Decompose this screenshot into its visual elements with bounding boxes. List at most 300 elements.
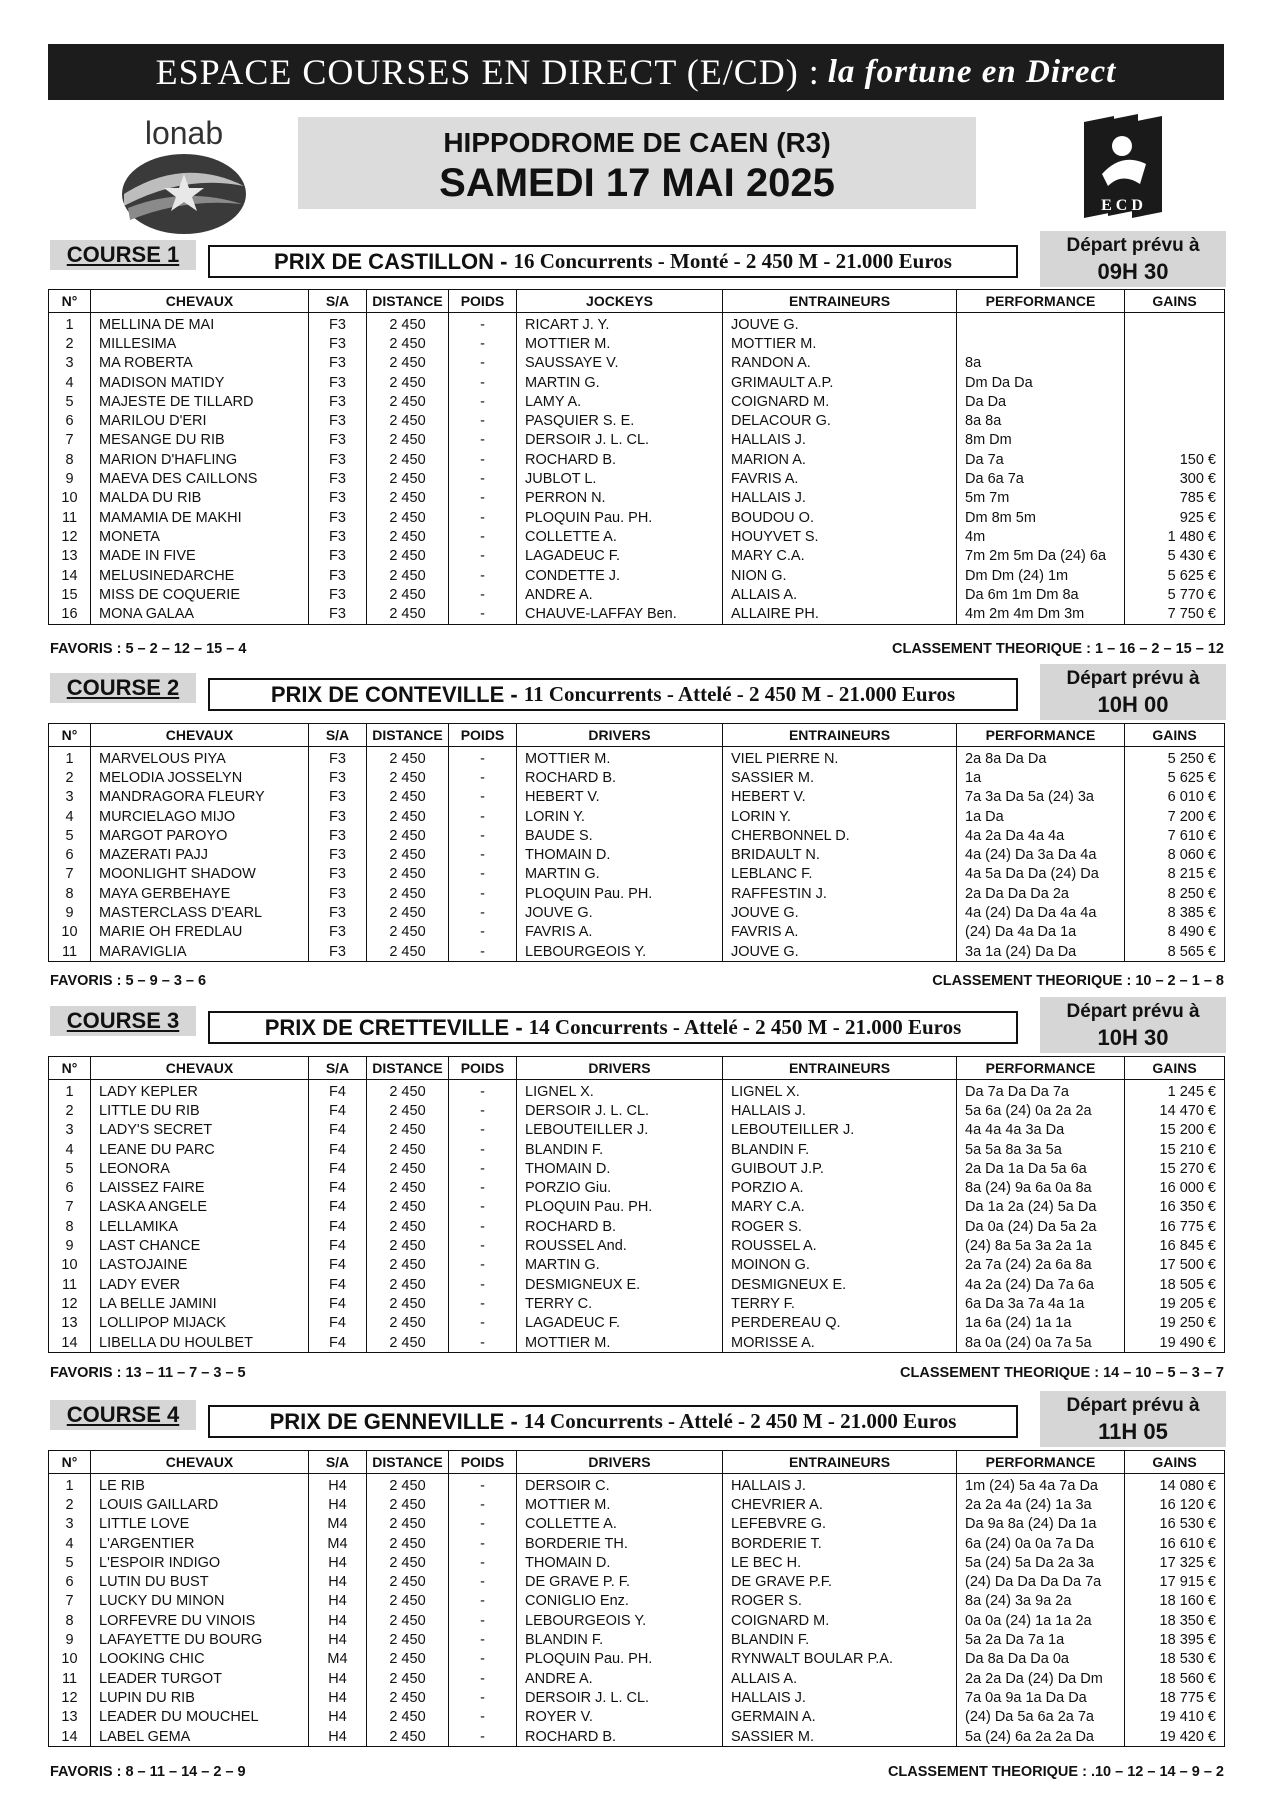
cell-horse: LADY KEPLER [91, 1080, 309, 1102]
cell-distance: 2 450 [367, 1178, 449, 1197]
cell-distance: 2 450 [367, 747, 449, 769]
banner-tagline: la fortune en Direct [827, 53, 1117, 90]
cell-sa: F3 [309, 768, 367, 787]
cell-horse: MADISON MATIDY [91, 373, 309, 392]
classement-theorique: CLASSEMENT THEORIQUE : 10 – 2 – 1 – 8 [932, 973, 1224, 989]
table-row [49, 942, 1225, 962]
cell-poids: - [449, 845, 517, 864]
cell-gains: 5 250 € [1125, 747, 1225, 769]
cell-trainer: MARY C.A. [723, 547, 957, 566]
cell-horse: LITTLE LOVE [91, 1515, 309, 1534]
cell-rider: COLLETTE A. [517, 1515, 723, 1534]
cell-horse: LEANE DU PARC [91, 1140, 309, 1159]
cell-trainer: ALLAIS A. [723, 585, 957, 604]
cell-poids: - [449, 1121, 517, 1140]
cell-horse: MADE IN FIVE [91, 547, 309, 566]
cell-sa: F4 [309, 1275, 367, 1294]
col-rider: DRIVERS [517, 1057, 723, 1080]
cell-horse: MA ROBERTA [91, 354, 309, 373]
table-row [49, 1534, 1225, 1553]
cell-horse: MARILOU D'ERI [91, 411, 309, 430]
cell-sa: F3 [309, 354, 367, 373]
col-rider: JOCKEYS [517, 290, 723, 313]
cell-gains: 5 625 € [1125, 566, 1225, 585]
favoris: FAVORIS : 5 – 2 – 12 – 15 – 4 [50, 641, 247, 657]
table-row [49, 313, 1225, 335]
col-gains: GAINS [1125, 724, 1225, 747]
table-row [49, 1630, 1225, 1649]
cell-gains: 8 060 € [1125, 845, 1225, 864]
table-row [49, 450, 1225, 469]
cell-trainer: ALLAIS A. [723, 1669, 957, 1688]
cell-num: 3 [49, 1515, 91, 1534]
cell-performance: Da Da [957, 392, 1125, 411]
cell-horse: LAISSEZ FAIRE [91, 1178, 309, 1197]
cell-performance: 4a 5a Da Da (24) Da [957, 865, 1125, 884]
cell-rider: PLOQUIN Pau. PH. [517, 884, 723, 903]
table-row [49, 1592, 1225, 1611]
cell-poids: - [449, 1592, 517, 1611]
table-row [49, 489, 1225, 508]
cell-poids: - [449, 411, 517, 430]
cell-distance: 2 450 [367, 1294, 449, 1313]
cell-gains [1125, 431, 1225, 450]
table-row [49, 392, 1225, 411]
table-row [49, 469, 1225, 488]
cell-sa: F4 [309, 1236, 367, 1255]
cell-num: 4 [49, 1140, 91, 1159]
cell-poids: - [449, 1294, 517, 1313]
cell-poids: - [449, 1333, 517, 1353]
cell-performance: 7a 0a 9a 1a Da Da [957, 1688, 1125, 1707]
cell-sa: H4 [309, 1474, 367, 1496]
cell-poids: - [449, 1611, 517, 1630]
cell-sa: F3 [309, 884, 367, 903]
cell-num: 11 [49, 508, 91, 527]
table-row [49, 1553, 1225, 1572]
cell-rider: DERSOIR J. L. CL. [517, 431, 723, 450]
cell-poids: - [449, 1101, 517, 1120]
cell-sa: F4 [309, 1333, 367, 1353]
cell-poids: - [449, 334, 517, 353]
cell-distance: 2 450 [367, 334, 449, 353]
cell-rider: CONIGLIO Enz. [517, 1592, 723, 1611]
cell-performance: (24) Da Da Da Da 7a [957, 1572, 1125, 1591]
cell-gains [1125, 354, 1225, 373]
cell-num: 5 [49, 826, 91, 845]
cell-poids: - [449, 1650, 517, 1669]
cell-poids: - [449, 923, 517, 942]
cell-num: 12 [49, 1688, 91, 1707]
cell-poids: - [449, 1515, 517, 1534]
cell-performance: 8a [957, 354, 1125, 373]
cell-sa: F3 [309, 334, 367, 353]
col-num: N° [49, 724, 91, 747]
cell-poids: - [449, 527, 517, 546]
cell-sa: F3 [309, 313, 367, 335]
cell-gains: 17 500 € [1125, 1256, 1225, 1275]
cell-performance: Da 0a (24) Da 5a 2a [957, 1217, 1125, 1236]
table-row [49, 604, 1225, 624]
cell-distance: 2 450 [367, 1101, 449, 1120]
cell-rider: MOTTIER M. [517, 334, 723, 353]
col-num: N° [49, 290, 91, 313]
cell-rider: DERSOIR J. L. CL. [517, 1101, 723, 1120]
ecd-letters: E C D [1101, 197, 1143, 214]
cell-rider: MOTTIER M. [517, 1495, 723, 1514]
cell-gains: 16 610 € [1125, 1534, 1225, 1553]
cell-horse: L'ARGENTIER [91, 1534, 309, 1553]
cell-num: 9 [49, 1236, 91, 1255]
cell-distance: 2 450 [367, 768, 449, 787]
col-distance: DISTANCE [367, 724, 449, 747]
cell-rider: LIGNEL X. [517, 1080, 723, 1102]
course-label: COURSE 3 [50, 1006, 196, 1036]
cell-rider: SAUSSAYE V. [517, 354, 723, 373]
cell-distance: 2 450 [367, 1256, 449, 1275]
cell-trainer: NION G. [723, 566, 957, 585]
cell-num: 6 [49, 1572, 91, 1591]
cell-distance: 2 450 [367, 604, 449, 624]
cell-trainer: MOTTIER M. [723, 334, 957, 353]
cell-performance: 5a 5a 8a 3a 5a [957, 1140, 1125, 1159]
cell-num: 11 [49, 1669, 91, 1688]
cell-performance: 1m (24) 5a 4a 7a Da [957, 1474, 1125, 1496]
depart-time: 11H 05 [1098, 1419, 1168, 1444]
cell-horse: LELLAMIKA [91, 1217, 309, 1236]
lonab-logo [118, 116, 250, 238]
cell-num: 7 [49, 1198, 91, 1217]
cell-trainer: LIGNEL X. [723, 1080, 957, 1102]
table-row [49, 1314, 1225, 1333]
cell-trainer: GRIMAULT A.P. [723, 373, 957, 392]
cell-sa: H4 [309, 1708, 367, 1727]
cell-num: 6 [49, 411, 91, 430]
cell-sa: F4 [309, 1121, 367, 1140]
cell-trainer: HALLAIS J. [723, 489, 957, 508]
table-row [49, 1256, 1225, 1275]
table-row [49, 903, 1225, 922]
cell-sa: H4 [309, 1592, 367, 1611]
cell-poids: - [449, 1495, 517, 1514]
cell-sa: H4 [309, 1669, 367, 1688]
favoris: FAVORIS : 5 – 9 – 3 – 6 [50, 973, 207, 989]
cell-distance: 2 450 [367, 1275, 449, 1294]
cell-rider: BLANDIN F. [517, 1140, 723, 1159]
cell-trainer: GUIBOUT J.P. [723, 1159, 957, 1178]
cell-rider: ANDRE A. [517, 585, 723, 604]
banner-title: ESPACE COURSES EN DIRECT (E/CD) : [155, 52, 820, 92]
cell-sa: F3 [309, 431, 367, 450]
table-row [49, 747, 1225, 769]
cell-poids: - [449, 373, 517, 392]
cell-performance: Da 1a 2a (24) 5a Da [957, 1198, 1125, 1217]
cell-distance: 2 450 [367, 1080, 449, 1102]
cell-trainer: HOUYVET S. [723, 527, 957, 546]
cell-rider: MARTIN G. [517, 865, 723, 884]
cell-sa: H4 [309, 1495, 367, 1514]
cell-performance: Da 7a [957, 450, 1125, 469]
cell-performance: Dm Da Da [957, 373, 1125, 392]
cell-num: 7 [49, 1592, 91, 1611]
cell-num: 14 [49, 1727, 91, 1747]
cell-gains [1125, 313, 1225, 335]
cell-distance: 2 450 [367, 431, 449, 450]
table-row [49, 1159, 1225, 1178]
cell-horse: MURCIELAGO MIJO [91, 807, 309, 826]
favoris: FAVORIS : 13 – 11 – 7 – 3 – 5 [50, 1365, 246, 1381]
cell-trainer: FAVRIS A. [723, 923, 957, 942]
cell-gains: 6 010 € [1125, 788, 1225, 807]
table-row [49, 585, 1225, 604]
cell-rider: DERSOIR J. L. CL. [517, 1688, 723, 1707]
cell-sa: H4 [309, 1688, 367, 1707]
cell-distance: 2 450 [367, 489, 449, 508]
cell-gains: 5 625 € [1125, 768, 1225, 787]
cell-poids: - [449, 313, 517, 335]
cell-gains: 19 250 € [1125, 1314, 1225, 1333]
cell-num: 2 [49, 768, 91, 787]
runners-table [48, 289, 1225, 625]
cell-sa: M4 [309, 1515, 367, 1534]
cell-distance: 2 450 [367, 1217, 449, 1236]
cell-num: 15 [49, 585, 91, 604]
banner [48, 44, 1224, 100]
cell-gains: 16 775 € [1125, 1217, 1225, 1236]
cell-horse: MOONLIGHT SHADOW [91, 865, 309, 884]
col-distance: DISTANCE [367, 290, 449, 313]
col-rider: DRIVERS [517, 1451, 723, 1474]
cell-num: 1 [49, 313, 91, 335]
cell-poids: - [449, 1669, 517, 1688]
cell-sa: F3 [309, 489, 367, 508]
cell-num: 4 [49, 1534, 91, 1553]
table-row [49, 1236, 1225, 1255]
cell-trainer: MARY C.A. [723, 1198, 957, 1217]
cell-rider: ROYER V. [517, 1708, 723, 1727]
cell-horse: LABEL GEMA [91, 1727, 309, 1747]
cell-rider: COLLETTE A. [517, 527, 723, 546]
table-row [49, 1688, 1225, 1707]
cell-gains: 7 610 € [1125, 826, 1225, 845]
cell-gains [1125, 373, 1225, 392]
cell-sa: F3 [309, 747, 367, 769]
cell-horse: MARGOT PAROYO [91, 826, 309, 845]
cell-performance: (24) Da 5a 6a 2a 7a [957, 1708, 1125, 1727]
cell-rider: ROUSSEL And. [517, 1236, 723, 1255]
cell-distance: 2 450 [367, 942, 449, 962]
ecd-logo [1076, 112, 1168, 222]
cell-trainer: SASSIER M. [723, 768, 957, 787]
cell-performance: Da 6m 1m Dm 8a [957, 585, 1125, 604]
cell-sa: F3 [309, 566, 367, 585]
cell-performance: 8m Dm [957, 431, 1125, 450]
cell-rider: BLANDIN F. [517, 1630, 723, 1649]
table-row [49, 1650, 1225, 1669]
table-row [49, 1708, 1225, 1727]
cell-horse: MAMAMIA DE MAKHI [91, 508, 309, 527]
cell-gains: 150 € [1125, 450, 1225, 469]
cell-sa: F4 [309, 1101, 367, 1120]
cell-sa: F3 [309, 604, 367, 624]
cell-rider: PERRON N. [517, 489, 723, 508]
cell-horse: LEADER DU MOUCHEL [91, 1708, 309, 1727]
col-gains: GAINS [1125, 1057, 1225, 1080]
cell-horse: MASTERCLASS D'EARL [91, 903, 309, 922]
col-num: N° [49, 1451, 91, 1474]
table-row [49, 1474, 1225, 1496]
table-row [49, 334, 1225, 353]
table-row [49, 1140, 1225, 1159]
cell-horse: LADY EVER [91, 1275, 309, 1294]
cell-rider: ANDRE A. [517, 1669, 723, 1688]
col-entraineurs: ENTRAINEURS [723, 290, 957, 313]
cell-poids: - [449, 1256, 517, 1275]
cell-distance: 2 450 [367, 807, 449, 826]
cell-performance: 1a 6a (24) 1a 1a [957, 1314, 1125, 1333]
cell-sa: H4 [309, 1611, 367, 1630]
cell-rider: PLOQUIN Pau. PH. [517, 1198, 723, 1217]
cell-horse: MESANGE DU RIB [91, 431, 309, 450]
cell-rider: LORIN Y. [517, 807, 723, 826]
cell-horse: LORFEVRE DU VINOIS [91, 1611, 309, 1630]
cell-distance: 2 450 [367, 1592, 449, 1611]
cell-num: 13 [49, 1314, 91, 1333]
cell-gains: 17 915 € [1125, 1572, 1225, 1591]
cell-gains: 18 775 € [1125, 1688, 1225, 1707]
cell-horse: LOLLIPOP MIJACK [91, 1314, 309, 1333]
table-row [49, 768, 1225, 787]
logo-text: lonab [144, 116, 224, 151]
cell-performance [957, 313, 1125, 335]
cell-distance: 2 450 [367, 884, 449, 903]
cell-distance: 2 450 [367, 1669, 449, 1688]
cell-horse: LASKA ANGELE [91, 1198, 309, 1217]
cell-trainer: GERMAIN A. [723, 1708, 957, 1727]
cell-gains: 8 490 € [1125, 923, 1225, 942]
cell-num: 9 [49, 1630, 91, 1649]
cell-performance: 1a Da [957, 807, 1125, 826]
cell-performance: 4m [957, 527, 1125, 546]
cell-poids: - [449, 768, 517, 787]
cell-horse: MARION D'HAFLING [91, 450, 309, 469]
cell-rider: LAGADEUC F. [517, 1314, 723, 1333]
cell-distance: 2 450 [367, 1515, 449, 1534]
cell-trainer: PERDEREAU Q. [723, 1314, 957, 1333]
cell-sa: F3 [309, 373, 367, 392]
cell-poids: - [449, 392, 517, 411]
cell-sa: F3 [309, 923, 367, 942]
cell-rider: LEBOUTEILLER J. [517, 1121, 723, 1140]
cell-horse: MARIE OH FREDLAU [91, 923, 309, 942]
cell-poids: - [449, 1159, 517, 1178]
cell-poids: - [449, 585, 517, 604]
cell-horse: L'ESPOIR INDIGO [91, 1553, 309, 1572]
cell-gains: 14 470 € [1125, 1101, 1225, 1120]
cell-distance: 2 450 [367, 1630, 449, 1649]
table-row [49, 411, 1225, 430]
table-row [49, 547, 1225, 566]
cell-sa: F4 [309, 1314, 367, 1333]
cell-performance: 5a 2a Da 7a 1a [957, 1630, 1125, 1649]
cell-distance: 2 450 [367, 373, 449, 392]
course-label: COURSE 1 [50, 240, 196, 270]
cell-distance: 2 450 [367, 1611, 449, 1630]
cell-rider: FAVRIS A. [517, 923, 723, 942]
cell-distance: 2 450 [367, 826, 449, 845]
col-entraineurs: ENTRAINEURS [723, 1057, 957, 1080]
cell-gains: 300 € [1125, 469, 1225, 488]
cell-distance: 2 450 [367, 1121, 449, 1140]
cell-trainer: HEBERT V. [723, 788, 957, 807]
cell-gains: 16 120 € [1125, 1495, 1225, 1514]
table-row [49, 1611, 1225, 1630]
col-poids: POIDS [449, 290, 517, 313]
cell-horse: MAEVA DES CAILLONS [91, 469, 309, 488]
cell-distance: 2 450 [367, 903, 449, 922]
cell-trainer: TERRY F. [723, 1294, 957, 1313]
cell-distance: 2 450 [367, 845, 449, 864]
cell-num: 10 [49, 1256, 91, 1275]
cell-sa: F3 [309, 788, 367, 807]
table-row [49, 354, 1225, 373]
cell-poids: - [449, 1553, 517, 1572]
cell-poids: - [449, 1630, 517, 1649]
cell-poids: - [449, 566, 517, 585]
cell-num: 8 [49, 1611, 91, 1630]
cell-distance: 2 450 [367, 313, 449, 335]
cell-num: 16 [49, 604, 91, 624]
col-sa: S/A [309, 1057, 367, 1080]
depart-time: 10H 30 [1097, 1025, 1169, 1050]
cell-performance: Da 7a Da Da 7a [957, 1080, 1125, 1102]
cell-poids: - [449, 865, 517, 884]
cell-distance: 2 450 [367, 1198, 449, 1217]
cell-trainer: ROGER S. [723, 1217, 957, 1236]
cell-horse: MELUSINEDARCHE [91, 566, 309, 585]
cell-sa: F3 [309, 469, 367, 488]
cell-distance: 2 450 [367, 1474, 449, 1496]
cell-rider: PLOQUIN Pau. PH. [517, 508, 723, 527]
col-distance: DISTANCE [367, 1057, 449, 1080]
cell-horse: MISS DE COQUERIE [91, 585, 309, 604]
cell-poids: - [449, 450, 517, 469]
cell-poids: - [449, 431, 517, 450]
cell-poids: - [449, 942, 517, 962]
cell-num: 10 [49, 923, 91, 942]
cell-performance: 4m 2m 4m Dm 3m [957, 604, 1125, 624]
cell-performance: 8a (24) 9a 6a 0a 8a [957, 1178, 1125, 1197]
table-row [49, 845, 1225, 864]
cell-horse: LUCKY DU MINON [91, 1592, 309, 1611]
cell-num: 1 [49, 747, 91, 769]
cell-num: 13 [49, 547, 91, 566]
hippodrome-box [298, 117, 976, 209]
cell-horse: MELODIA JOSSELYN [91, 768, 309, 787]
cell-num: 1 [49, 1474, 91, 1496]
table-row [49, 788, 1225, 807]
col-entraineurs: ENTRAINEURS [723, 1451, 957, 1474]
cell-horse: LA BELLE JAMINI [91, 1294, 309, 1313]
cell-gains: 8 215 € [1125, 865, 1225, 884]
cell-rider: DE GRAVE P. F. [517, 1572, 723, 1591]
cell-poids: - [449, 1727, 517, 1747]
cell-horse: MONETA [91, 527, 309, 546]
cell-rider: JOUVE G. [517, 903, 723, 922]
cell-distance: 2 450 [367, 566, 449, 585]
cell-distance: 2 450 [367, 1495, 449, 1514]
prix-title: PRIX DE CONTEVILLE - 11 Concurrents - Attelé - 2 450 M - 21.000 Euros [208, 678, 1018, 711]
